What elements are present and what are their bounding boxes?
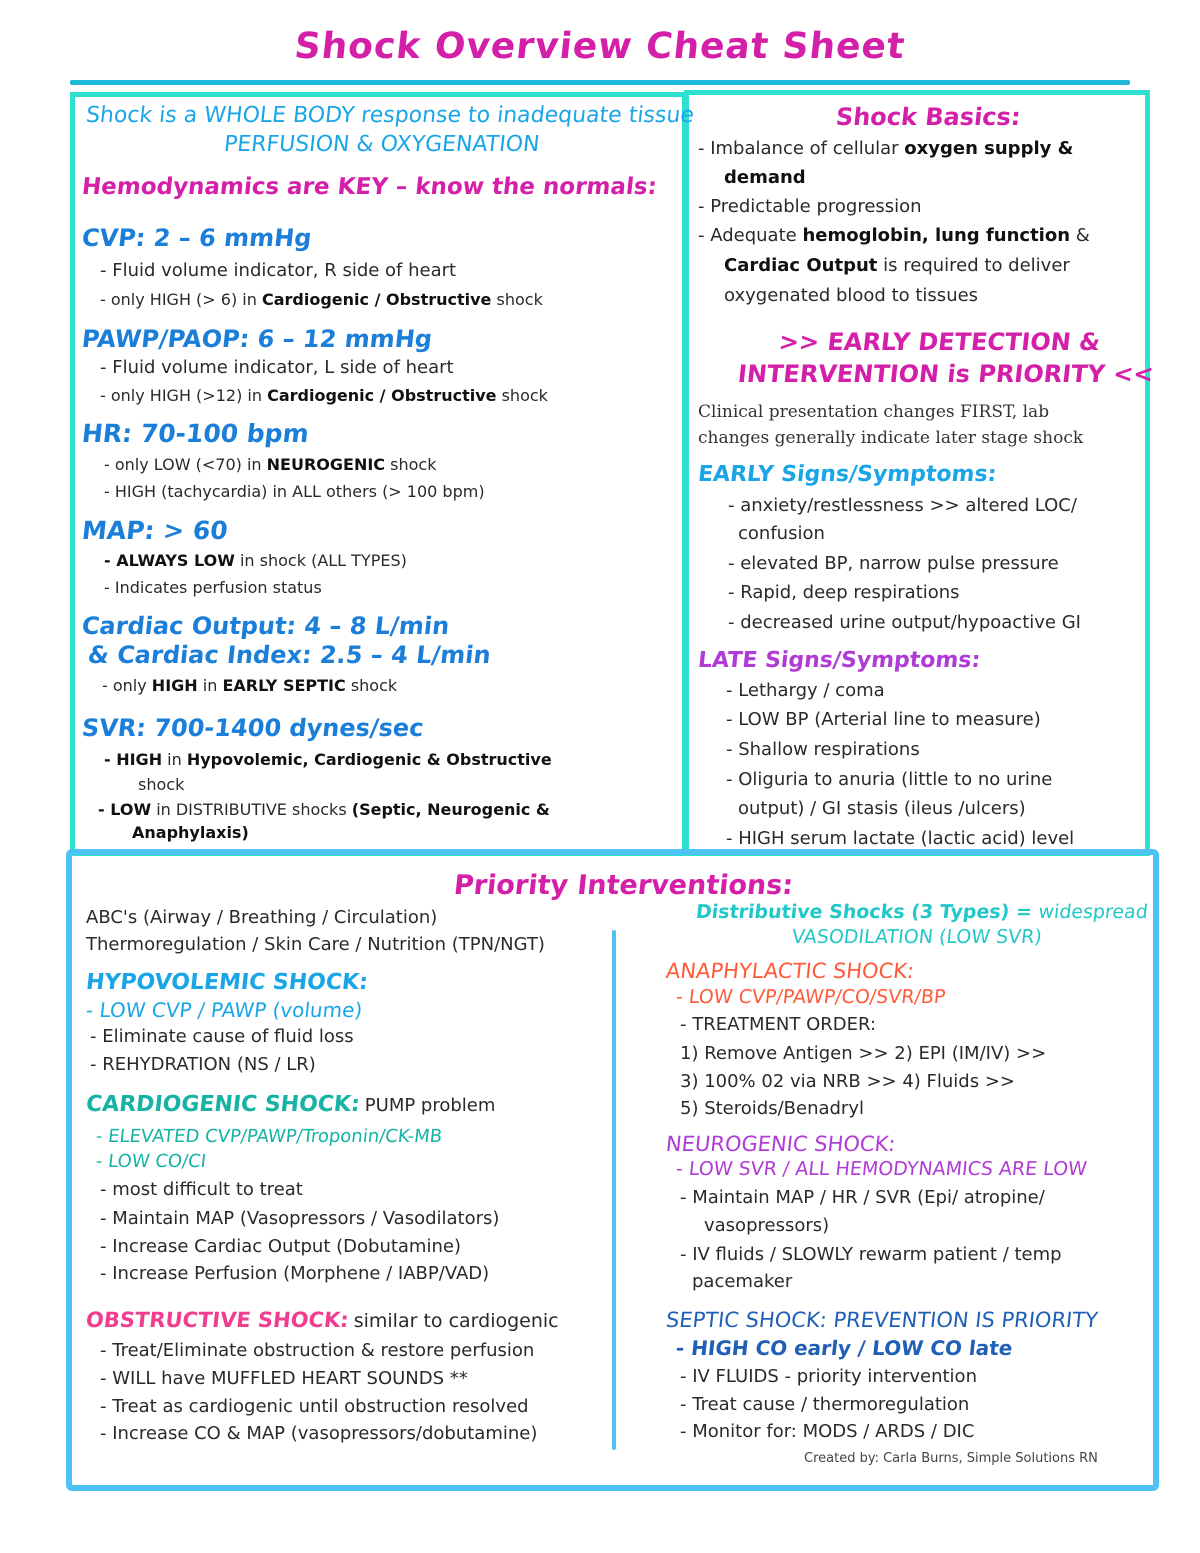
- priority-interventions-heading: Priority Interventions:: [452, 870, 795, 901]
- cardiogenic-heading-row: CARDIOGENIC SHOCK: PUMP problem: [84, 1092, 496, 1117]
- map-heading: MAP: > 60: [80, 516, 230, 545]
- map-line-2: - Indicates perfusion status: [104, 578, 322, 597]
- obstructive-line-3: - Treat as cardiogenic until obstruction resolved: [100, 1396, 529, 1417]
- cvp-line-2: - only HIGH (> 6) in Cardiogenic / Obstructive shock: [100, 290, 543, 309]
- early-sign-2: - elevated BP, narrow pulse pressure: [728, 553, 1059, 574]
- late-sign-4-cont: output) / GI stasis (ileus /ulcers): [738, 798, 1026, 819]
- intro-line-2: PERFUSION & OXYGENATION: [222, 132, 541, 157]
- distributive-line-1: Distributive Shocks (3 Types) = widespread: [694, 901, 1149, 923]
- page-title: Shock Overview Cheat Sheet: [292, 26, 908, 67]
- basics-item-3: - Adequate hemoglobin, lung function &: [698, 225, 1090, 246]
- cvp-heading: CVP: 2 – 6 mmHg: [80, 224, 313, 252]
- basics-item-3-cont: Cardiac Output is required to deliver: [724, 255, 1070, 276]
- priority-line-2: INTERVENTION is PRIORITY <<: [736, 360, 1155, 388]
- anaphylactic-line-2: 1) Remove Antigen >> 2) EPI (IM/IV) >>: [680, 1043, 1047, 1064]
- late-sign-5: - HIGH serum lactate (lactic acid) level: [726, 828, 1075, 849]
- cardiogenic-line-1: - most difficult to treat: [100, 1179, 303, 1200]
- shock-basics-heading: Shock Basics:: [834, 103, 1022, 131]
- septic-line-1: - IV FLUIDS - priority intervention: [680, 1366, 977, 1387]
- cardiac-index-heading: & Cardiac Index: 2.5 – 4 L/min: [86, 641, 493, 669]
- basics-item-3-cont-2: oxygenated blood to tissues: [724, 285, 979, 306]
- neurogenic-line-1: - Maintain MAP / HR / SVR (Epi/ atropine/: [680, 1187, 1045, 1208]
- hr-line-1: - only LOW (<70) in NEUROGENIC shock: [104, 455, 437, 474]
- late-sign-3: - Shallow respirations: [726, 739, 920, 760]
- anaphylactic-line-1: - TREATMENT ORDER:: [680, 1014, 877, 1035]
- intro-line-1: Shock is a WHOLE BODY response to inadequate tissue: [84, 103, 696, 128]
- pawp-line-1: - Fluid volume indicator, L side of heart: [100, 357, 454, 378]
- neurogenic-line-1-cont: vasopressors): [704, 1215, 830, 1236]
- obstructive-line-4: - Increase CO & MAP (vasopressors/dobutamine): [100, 1423, 538, 1444]
- obstructive-heading-row: OBSTRUCTIVE SHOCK: similar to cardiogenic: [84, 1308, 559, 1332]
- hypovolemic-line-2: - REHYDRATION (NS / LR): [90, 1054, 316, 1075]
- late-sign-1: - Lethargy / coma: [726, 680, 885, 701]
- neurogenic-line-2: - IV fluids / SLOWLY rewarm patient / temp: [680, 1244, 1062, 1265]
- late-sign-4: - Oliguria to anuria (little to no urine: [726, 769, 1053, 790]
- thermoregulation-line: Thermoregulation / Skin Care / Nutrition (TPN/NGT): [86, 934, 545, 955]
- distributive-line-2: VASODILATION (LOW SVR): [790, 926, 1043, 948]
- early-sign-4: - decreased urine output/hypoactive GI: [728, 612, 1081, 633]
- septic-line-2: - Treat cause / thermoregulation: [680, 1394, 970, 1415]
- clinical-line-1: Clinical presentation changes FIRST, lab: [698, 402, 1050, 422]
- pawp-heading: PAWP/PAOP: 6 – 12 mmHg: [80, 325, 434, 353]
- svr-heading: SVR: 700-1400 dynes/sec: [80, 714, 426, 742]
- hr-heading: HR: 70-100 bpm: [80, 419, 311, 448]
- map-line-1: - ALWAYS LOW in shock (ALL TYPES): [104, 551, 407, 570]
- septic-heading: SEPTIC SHOCK: PREVENTION IS PRIORITY: [664, 1308, 1100, 1332]
- svr-line-2: - LOW in DISTRIBUTIVE shocks (Septic, Neurogenic &: [98, 800, 550, 819]
- neurogenic-line-2-cont: pacemaker: [692, 1271, 793, 1292]
- cardiogenic-sub-1: - ELEVATED CVP/PAWP/Troponin/CK-MB: [94, 1126, 444, 1147]
- abc-line: ABC's (Airway / Breathing / Circulation): [86, 907, 438, 928]
- hypovolemic-sub: - LOW CVP / PAWP (volume): [84, 998, 364, 1022]
- cardiogenic-line-4: - Increase Perfusion (Morphene / IABP/VAD): [100, 1263, 490, 1284]
- obstructive-line-2: - WILL have MUFFLED HEART SOUNDS **: [100, 1368, 468, 1389]
- septic-line-3: - Monitor for: MODS / ARDS / DIC: [680, 1421, 975, 1442]
- anaphylactic-heading: ANAPHYLACTIC SHOCK:: [664, 959, 916, 983]
- early-sign-3: - Rapid, deep respirations: [728, 582, 960, 603]
- cvp-line-1: - Fluid volume indicator, R side of heart: [100, 260, 457, 281]
- pawp-line-2: - only HIGH (>12) in Cardiogenic / Obstructive shock: [100, 386, 548, 405]
- early-sign-1: - anxiety/restlessness >> altered LOC/: [728, 495, 1077, 516]
- septic-sub: - HIGH CO early / LOW CO late: [674, 1336, 1014, 1360]
- basics-item-1: - Imbalance of cellular oxygen supply &: [698, 138, 1074, 159]
- anaphylactic-sub: - LOW CVP/PAWP/CO/SVR/BP: [674, 986, 947, 1008]
- obstructive-line-1: - Treat/Eliminate obstruction & restore perfusion: [100, 1340, 535, 1361]
- hr-line-2: - HIGH (tachycardia) in ALL others (> 100 bpm): [104, 482, 485, 501]
- neurogenic-sub: - LOW SVR / ALL HEMODYNAMICS ARE LOW: [674, 1158, 1088, 1180]
- clinical-line-2: changes generally indicate later stage shock: [698, 428, 1084, 448]
- credit-line: Created by: Carla Burns, Simple Solutions RN: [804, 1451, 1098, 1466]
- early-sign-1-cont: confusion: [738, 523, 825, 544]
- svr-line-2-cont: Anaphylaxis): [132, 823, 249, 842]
- svr-line-1: - HIGH in Hypovolemic, Cardiogenic & Obstructive: [104, 750, 552, 769]
- cardiogenic-line-3: - Increase Cardiac Output (Dobutamine): [100, 1236, 461, 1257]
- anaphylactic-line-4: 5) Steroids/Benadryl: [680, 1098, 864, 1119]
- column-divider: [612, 930, 616, 1450]
- basics-item-2: - Predictable progression: [698, 196, 922, 217]
- cardiogenic-sub-2: - LOW CO/CI: [94, 1151, 208, 1172]
- early-signs-heading: EARLY Signs/Symptoms:: [696, 462, 998, 487]
- late-sign-2: - LOW BP (Arterial line to measure): [726, 709, 1041, 730]
- late-signs-heading: LATE Signs/Symptoms:: [696, 648, 982, 673]
- cardiac-output-heading: Cardiac Output: 4 – 8 L/min: [80, 612, 451, 640]
- priority-line-1: >> EARLY DETECTION &: [777, 328, 1102, 356]
- cardiogenic-line-2: - Maintain MAP (Vasopressors / Vasodilators): [100, 1208, 500, 1229]
- hypovolemic-line-1: - Eliminate cause of fluid loss: [90, 1026, 354, 1047]
- neurogenic-heading: NEUROGENIC SHOCK:: [664, 1132, 897, 1156]
- svr-line-1-cont: shock: [138, 775, 185, 794]
- basics-item-1-cont: demand: [724, 167, 806, 188]
- cardiac-output-line: - only HIGH in EARLY SEPTIC shock: [102, 676, 398, 695]
- hypovolemic-heading: HYPOVOLEMIC SHOCK:: [84, 970, 370, 995]
- anaphylactic-line-3: 3) 100% 02 via NRB >> 4) Fluids >>: [680, 1071, 1015, 1092]
- hemodynamics-heading: Hemodynamics are KEY – know the normals:: [80, 174, 659, 200]
- title-underline: [70, 80, 1130, 85]
